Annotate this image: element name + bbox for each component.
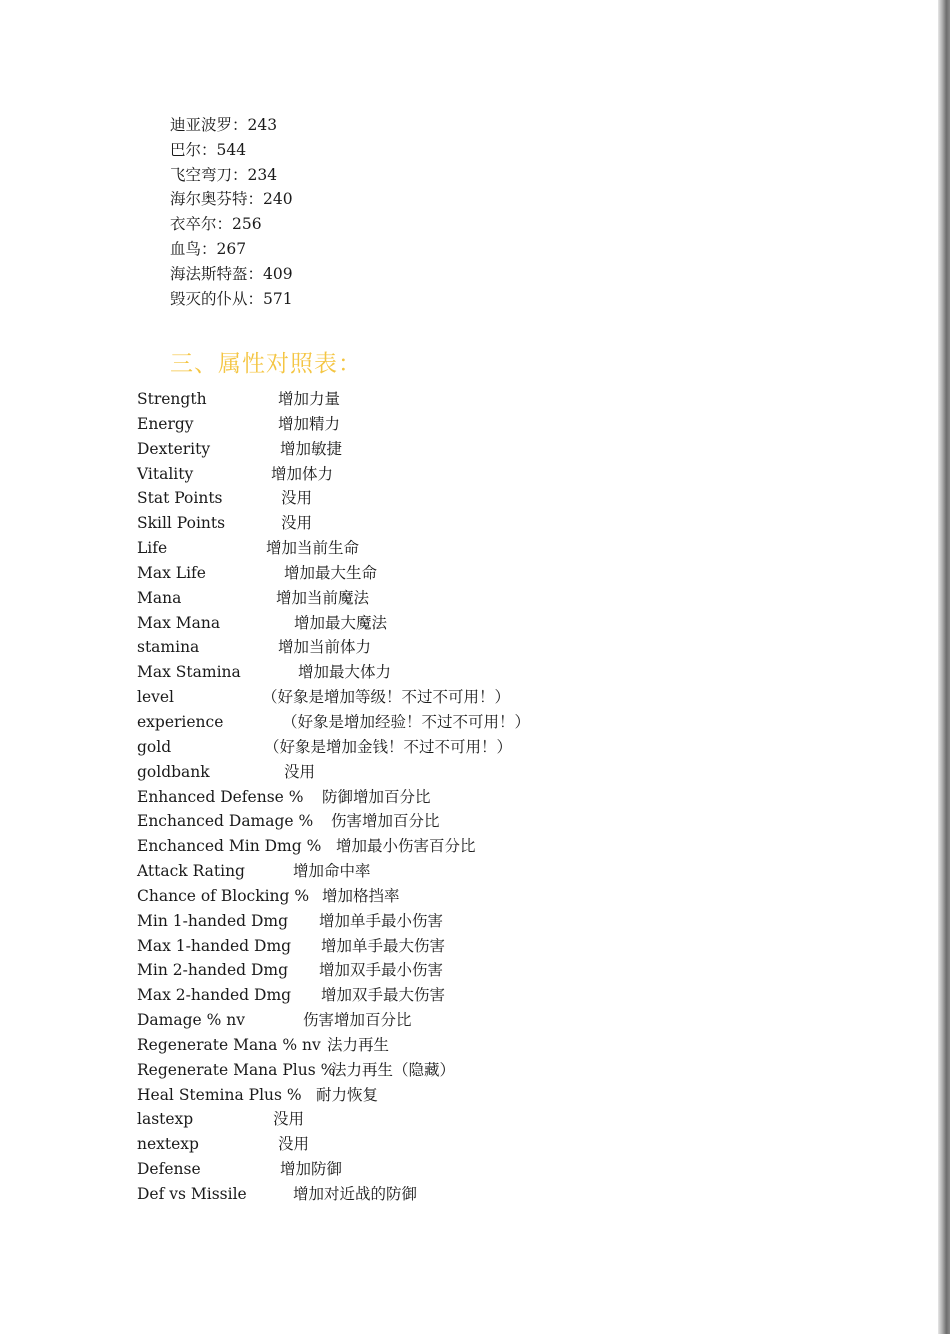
attribute-desc: 增加防御 [280,1160,343,1179]
attribute-name: Max 2-handed Dmg [137,986,292,1005]
table-row [137,1058,697,1083]
attribute-desc: 没用 [281,514,313,533]
table-row [137,1033,697,1058]
attribute-name: stamina [137,638,200,657]
table-row [137,685,697,710]
page-edge-shadow [938,0,950,1334]
attribute-desc: 增加最大体力 [298,663,392,682]
attribute-desc: 增加体力 [271,464,334,483]
attribute-name: Regenerate Mana Plus % [137,1060,336,1079]
table-row [137,462,697,487]
attribute-desc: 增加最大生命 [284,563,378,582]
attribute-name: Def vs Missile [137,1185,247,1203]
attribute-name: Skill Points [137,514,226,533]
attribute-name: Enchanced Min Dmg % [137,837,322,856]
attribute-name: Energy [137,414,194,433]
attribute-desc: 增加单手最小伤害 [319,911,444,930]
table-row [137,735,697,760]
table-row [137,934,697,959]
attribute-name: goldbank [137,762,210,781]
table-row [137,710,697,735]
attribute-name: Stat Points [137,489,223,508]
table-row [137,1157,697,1182]
attribute-desc: 伤害增加百分比 [303,1011,412,1030]
attribute-name: experience [137,712,224,731]
table-row [137,1182,697,1207]
attribute-name: Max Life [137,563,206,582]
attribute-name: gold [137,737,172,756]
attribute-name: Defense [137,1160,201,1179]
attribute-name: Enhanced Defense % [137,787,304,806]
attribute-desc: 增加当前生命 [266,539,360,558]
attribute-desc: 没用 [273,1110,305,1129]
attribute-desc: 增加最小伤害百分比 [336,837,476,856]
table-row [137,536,697,561]
table-row [137,859,697,884]
attribute-desc: 增加单手最大伤害 [321,936,446,955]
attribute-name: Enchanced Damage % [137,812,314,831]
table-row [137,958,697,983]
list-item: 巴尔：544 [170,140,247,159]
list-item: 血鸟：267 [170,239,247,258]
table-row [137,387,697,412]
attribute-name: Strength [137,390,207,408]
attribute-name: Heal Stemina Plus % [137,1085,302,1104]
list-item: 衣卒尔：256 [170,215,262,234]
table-row [137,809,697,834]
attribute-desc: 没用 [284,762,316,781]
table-row [137,909,697,934]
table-row [137,983,697,1008]
table-row [137,611,697,636]
table-row [137,486,697,511]
attribute-desc: 法力再生（隐藏） [331,1060,456,1079]
attribute-name: Max Stamina [137,663,241,682]
list-item: 毁灭的仆从：571 [170,289,293,308]
attribute-desc: 伤害增加百分比 [331,812,440,831]
table-row [137,1107,697,1132]
attribute-desc: 增加精力 [278,414,341,433]
attribute-name: nextexp [137,1135,199,1154]
attribute-desc: （好象是增加等级！不过不可用！） [262,688,511,707]
attribute-desc: 增加格挡率 [322,886,400,905]
attribute-name: Mana [137,588,182,607]
table-row [137,1083,697,1108]
attribute-desc: 防御增加百分比 [322,787,431,806]
attribute-name: Dexterity [137,439,211,458]
attribute-desc: 法力再生 [327,1035,390,1054]
table-row [137,511,697,536]
table-row [137,412,697,437]
attribute-table [137,387,697,1207]
attribute-name: Vitality [137,464,194,483]
attribute-name: lastexp [137,1110,194,1129]
table-row [137,635,697,660]
attribute-desc: 增加对近战的防御 [293,1185,418,1203]
table-row [137,437,697,462]
table-row [137,1132,697,1157]
list-item: 海法斯特盔：409 [170,264,293,283]
table-row [137,834,697,859]
attribute-name: Max 1-handed Dmg [137,936,292,955]
table-row [137,660,697,685]
attribute-desc: 增加最大魔法 [294,613,388,632]
attribute-desc: 没用 [281,489,313,508]
attribute-desc: 增加双手最大伤害 [321,986,446,1005]
item-id-list [170,113,293,311]
table-row [137,561,697,586]
section-heading: 三、属性对照表： [170,351,362,377]
table-row [137,785,697,810]
attribute-name: level [137,688,175,707]
list-item: 飞空弯刀：234 [170,165,278,184]
attribute-desc: 增加力量 [278,390,341,408]
attribute-name: Max Mana [137,613,221,632]
table-row [137,760,697,785]
attribute-name: Life [137,539,168,558]
table-row [137,586,697,611]
list-item: 海尔奥芬特：240 [170,190,293,209]
attribute-name: Min 1-handed Dmg [137,911,289,930]
attribute-name: Attack Rating [137,862,245,881]
attribute-desc: 增加敏捷 [280,439,343,458]
table-row [137,884,697,909]
attribute-desc: 没用 [278,1135,310,1154]
attribute-name: Chance of Blocking % [137,886,310,905]
list-item: 迪亚波罗：243 [170,116,278,134]
attribute-name: Regenerate Mana % nv [137,1035,321,1054]
attribute-name: Damage % nv [137,1011,246,1030]
attribute-desc: 增加命中率 [293,862,371,881]
attribute-desc: 增加当前魔法 [276,588,370,607]
attribute-desc: （好象是增加经验！不过不可用！） [282,712,531,731]
attribute-desc: 增加双手最小伤害 [319,961,444,980]
attribute-desc: 增加当前体力 [278,638,372,657]
attribute-name: Min 2-handed Dmg [137,961,289,980]
attribute-desc: 耐力恢复 [316,1085,379,1104]
table-row [137,1008,697,1033]
attribute-desc: （好象是增加金钱！不过不可用！） [264,737,513,756]
